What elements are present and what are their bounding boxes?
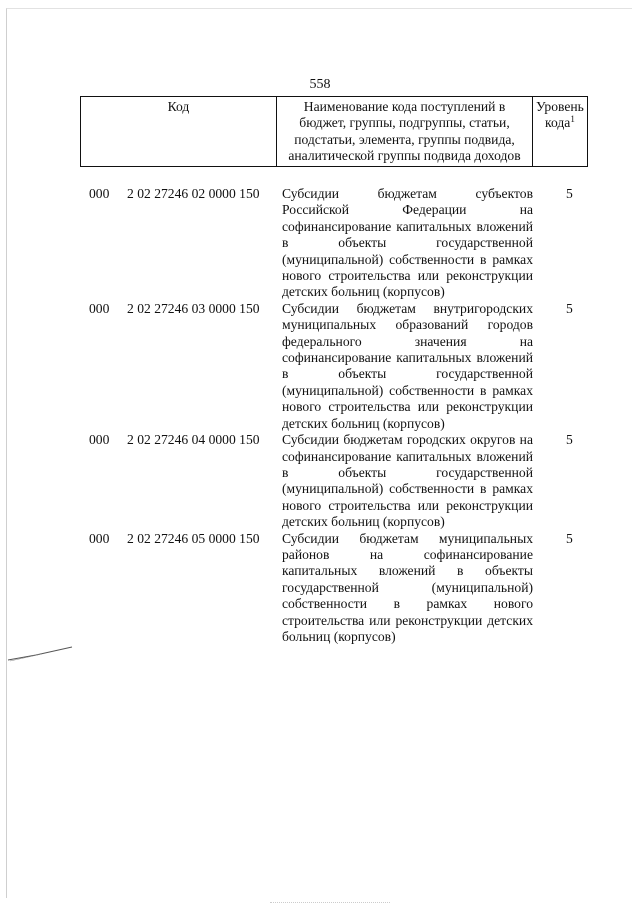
header-code (81, 97, 277, 167)
code-level: 5 (566, 432, 573, 448)
entries-list (0, 186, 640, 645)
income-code: 2 02 27246 02 0000 150 (127, 186, 260, 201)
header-level-footnote: 1 (570, 114, 575, 125)
scan-artifact-line (6, 643, 74, 663)
income-code: 2 02 27246 05 0000 150 (127, 530, 260, 546)
income-code: 2 02 27246 03 0000 150 (127, 300, 260, 316)
header-level (533, 97, 588, 167)
admin-code: 000 (89, 432, 110, 448)
admin-code: 000 (89, 530, 110, 546)
admin-code: 000 (89, 186, 110, 201)
income-code: 2 02 27246 04 0000 150 (127, 432, 260, 448)
code-level: 5 (566, 186, 573, 201)
table-row (0, 531, 640, 646)
table-row (0, 186, 640, 301)
income-name: Субсидии бюджетам муниципальных районов на софинансирование капитальных вложений в объекты государственной (муниципальной) собственности в рамках нового строительства или реконструкции детских больниц (корпусов) (282, 530, 533, 644)
table-row (0, 432, 640, 530)
code-level: 5 (566, 300, 573, 316)
income-name: Субсидии бюджетам субъектов Российской Федерации на софинансирование капитальных вложений в объекты государственной (муниципальной) собственности в рамках нового строительства или реконструкции детских больниц (корпусов) (282, 186, 533, 300)
header-code-label: Код (167, 99, 190, 114)
income-name: Субсидии бюджетам внутригородских муниципальных образований городов федерального значения на софинансирование капитальных вложений в объекты государственной (муниципальной) собственности в рамках нового строительства или реконструкции детских больниц (корпусов) (282, 300, 533, 431)
page-number: 558 (309, 77, 331, 92)
admin-code: 000 (89, 300, 110, 316)
table-row (0, 301, 640, 432)
table-header (80, 96, 588, 167)
income-name: Субсидии бюджетам городских округов на софинансирование капитальных вложений в объекты государственной (муниципальной) собственности в рамках нового строительства или реконструкции детских больниц (корпусов) (282, 432, 533, 530)
header-name (277, 97, 533, 167)
table-header-row (81, 97, 588, 167)
header-level-label: Уровень кода (536, 99, 584, 131)
code-level: 5 (566, 530, 573, 546)
header-name-label: Наименование кода поступлений в бюджет, группы, подгруппы, статьи, подстатьи, элемента, группы подвида, аналитической группы подвида доходов (288, 99, 521, 164)
